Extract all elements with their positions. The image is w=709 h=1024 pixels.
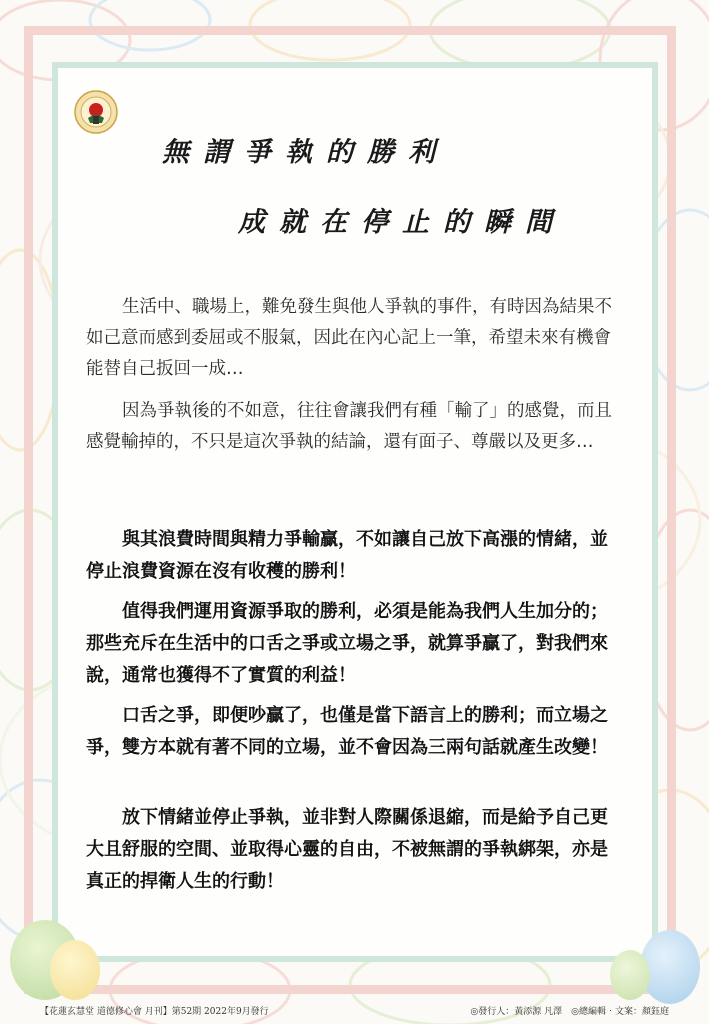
decorative-egg-yellow — [50, 940, 100, 1000]
temple-logo-seal — [74, 90, 118, 134]
paragraph-2: 因為爭執後的不如意，往往會讓我們有種「輸了」的感覺，而且感覺輸掉的，不只是這次爭執的結論，還有面子、尊嚴以及更多… — [86, 401, 612, 452]
paragraph-5: 口舌之爭，即便吵贏了，也僅是當下語言上的勝利；而立場之爭，雙方本就有著不同的立場，並不會因為三兩句話就產生改變！ — [86, 705, 608, 758]
footer-credits: ◎發行人：黃添源 凡澤 ◎總編輯‧文案：顏鈺庭 — [470, 1007, 669, 1017]
paragraph-4: 值得我們運用資源爭取的勝利，必須是能為我們人生加分的；那些充斥在生活中的口舌之爭或立場之爭，就算爭贏了，對我們來說，通常也獲得不了實質的利益！ — [86, 601, 608, 686]
paragraph-3: 與其浪費時間與精力爭輸贏，不如讓自己放下高漲的情緒，並停止浪費資源在沒有收穫的勝利！ — [86, 529, 608, 582]
title-line-2: 成就在停止的瞬間 — [238, 207, 566, 238]
footer-publication-info: 【花蓮玄慧堂 道德修心會 月刊】第52期 2022年9月發行 — [40, 1007, 269, 1017]
paragraph-1: 生活中、職場上，難免發生與他人爭執的事件，有時因為結果不如己意而感到委屈或不服氣，因此在內心記上一筆，希望未來有機會能替自己扳回一成… — [86, 297, 612, 379]
decorative-egg-green-right — [610, 950, 650, 1000]
title-line-1: 無謂爭執的勝利 — [162, 137, 449, 168]
paragraph-6: 放下情緒並停止爭執，並非對人際關係退縮，而是給予自己更大且舒服的空間、並取得心靈的自由，不被無謂的爭執綁架，亦是真正的捍衛人生的行動！ — [86, 807, 608, 892]
